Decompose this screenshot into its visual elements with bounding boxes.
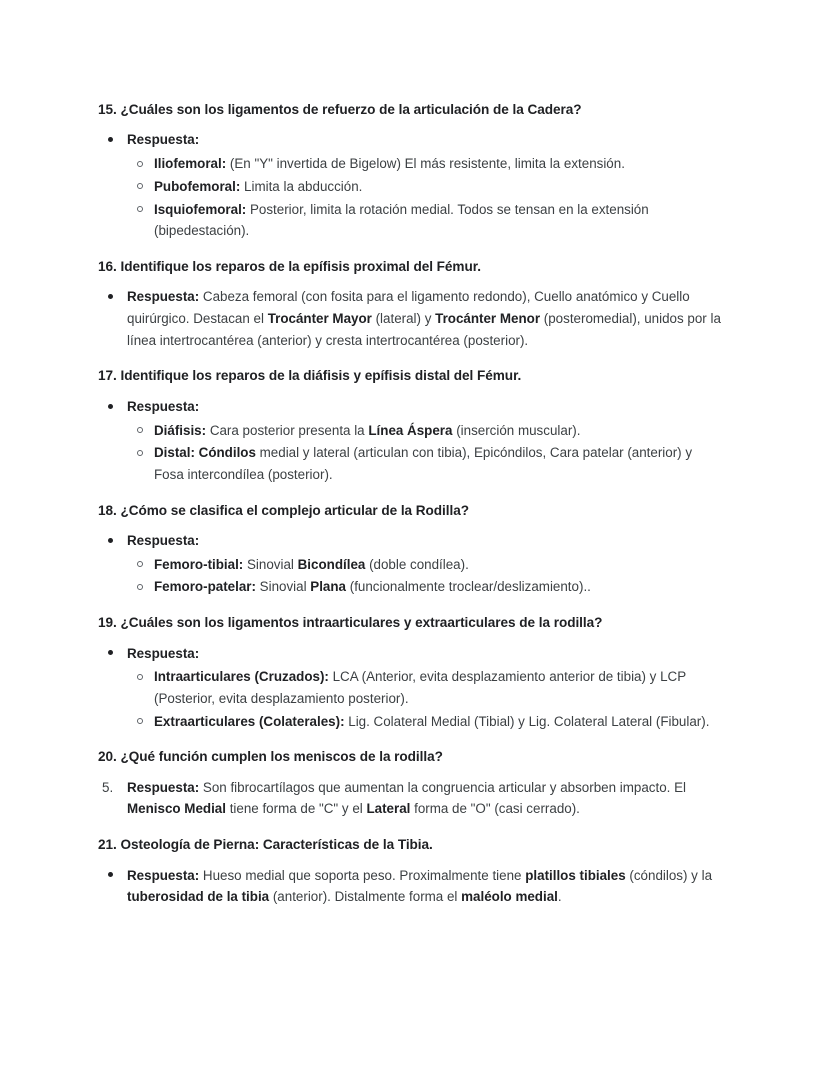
emphasis-term: tuberosidad de la tibia bbox=[127, 889, 270, 905]
question-heading: 17. Identifique los reparos de la diáfisis y epífisis distal del Fémur. bbox=[98, 368, 522, 384]
bullet-icon bbox=[108, 872, 113, 877]
answer-list bbox=[98, 129, 722, 242]
answer-item bbox=[98, 129, 722, 242]
subitem-term: Extraarticulares (Colaterales): bbox=[154, 713, 345, 729]
answer-label: Respuesta: bbox=[127, 645, 200, 661]
bullet-icon bbox=[108, 137, 113, 142]
subitem-text: LCA (Anterior, evita desplazamiento anterior de tibia) y LCP (Posterior, evita desplazamiento posterior). bbox=[154, 669, 686, 706]
subitem-term: Intraarticulares (Cruzados): bbox=[154, 669, 329, 685]
answer-text: Hueso medial que soporta peso. Proximalmente tiene platillos tibiales (cóndilos) y la tuberosidad de la tibia (anterior). Distalmente forma el maléolo medial. bbox=[127, 867, 713, 905]
answer-label: Respuesta: bbox=[127, 533, 200, 548]
answer-subitem bbox=[127, 442, 722, 485]
hollow-bullet-icon bbox=[137, 450, 143, 456]
answer-item bbox=[98, 643, 722, 733]
question-heading: 16. Identifique los reparos de la epífisis proximal del Fémur. bbox=[98, 258, 481, 274]
qa-section bbox=[98, 747, 722, 820]
answer-subitem bbox=[127, 576, 722, 598]
subitem-term: Femoro-patelar: bbox=[154, 579, 256, 595]
qa-section bbox=[98, 100, 722, 242]
emphasis-term: Trocánter Menor bbox=[435, 311, 541, 326]
question-heading: 18. ¿Cómo se clasifica el complejo articular de la Rodilla? bbox=[98, 502, 470, 518]
qa-section bbox=[98, 501, 722, 599]
qa-section bbox=[98, 835, 722, 908]
answer-subitem bbox=[127, 199, 722, 242]
question-heading: 15. ¿Cuáles son los ligamentos de refuerzo de la articulación de la Cadera? bbox=[98, 102, 582, 117]
hollow-bullet-icon bbox=[137, 718, 143, 724]
bullet-icon bbox=[108, 294, 113, 299]
subitem-term: Iliofemoral: bbox=[154, 156, 227, 172]
subitem-text: Sinovial Bicondílea (doble condílea). bbox=[243, 556, 469, 572]
answer-label: Respuesta: bbox=[127, 779, 200, 795]
answer-list bbox=[98, 286, 722, 351]
emphasis-term: Trocánter Mayor bbox=[267, 311, 372, 326]
subitem-text: Cara posterior presenta la Línea Áspera (inserción muscular). bbox=[206, 422, 581, 438]
hollow-bullet-icon bbox=[137, 584, 143, 590]
answer-list bbox=[98, 530, 722, 598]
answer-text: Son fibrocartílagos que aumentan la congruencia articular y absorben impacto. El Menisco Medial tiene forma de "C" y el Lateral forma de "O" (casi cerrado). bbox=[127, 779, 686, 817]
bullet-icon bbox=[108, 650, 113, 655]
hollow-bullet-icon bbox=[137, 561, 143, 567]
question-heading: 21. Osteología de Pierna: Características de la Tibia. bbox=[98, 837, 433, 853]
subitem-term: Pubofemoral: bbox=[154, 178, 241, 194]
answer-label: Respuesta: bbox=[127, 398, 200, 414]
answer-subitem bbox=[127, 554, 722, 576]
subitem-text: Sinovial Plana (funcionalmente troclear/deslizamiento).. bbox=[255, 579, 591, 595]
answer-item bbox=[98, 286, 722, 351]
answer-list bbox=[98, 396, 722, 486]
hollow-bullet-icon bbox=[137, 206, 143, 212]
question-heading: 20. ¿Qué función cumplen los meniscos de la rodilla? bbox=[98, 749, 443, 765]
answer-list bbox=[98, 865, 722, 908]
subitem-term: Diáfisis: bbox=[154, 422, 207, 438]
answer-sublist bbox=[127, 153, 722, 242]
bullet-icon bbox=[108, 404, 113, 409]
emphasis-term: maléolo medial bbox=[461, 889, 558, 905]
answer-item bbox=[98, 777, 722, 820]
answer-subitem bbox=[127, 711, 722, 733]
answer-label: Respuesta: bbox=[127, 132, 200, 148]
subitem-text: (En "Y" invertida de Bigelow) El más resistente, limita la extensión. bbox=[226, 156, 625, 172]
answer-subitem bbox=[127, 420, 722, 442]
answer-item bbox=[98, 865, 722, 908]
answer-subitem bbox=[127, 153, 722, 175]
bullet-icon bbox=[108, 538, 113, 543]
emphasis-term: Bicondílea bbox=[297, 556, 366, 572]
hollow-bullet-icon bbox=[137, 161, 143, 167]
emphasis-term: Plana bbox=[310, 579, 347, 595]
subitem-text: medial y lateral (articulan con tibia), Epicóndilos, Cara patelar (anterior) y Fosa intercondílea (posterior). bbox=[154, 445, 693, 482]
subitem-term: Distal: Cóndilos bbox=[154, 445, 256, 461]
answer-item bbox=[98, 530, 722, 598]
answer-label: Respuesta: bbox=[127, 867, 200, 883]
emphasis-term: Menisco Medial bbox=[127, 801, 226, 817]
qa-section bbox=[98, 257, 722, 352]
qa-section-list bbox=[98, 100, 722, 908]
emphasis-term: Lateral bbox=[366, 801, 411, 817]
subitem-text: Lig. Colateral Medial (Tibial) y Lig. Colateral Lateral (Fibular). bbox=[344, 713, 710, 729]
answer-item bbox=[98, 396, 722, 486]
hollow-bullet-icon bbox=[137, 674, 143, 680]
answer-sublist bbox=[127, 420, 722, 486]
answer-list bbox=[98, 777, 722, 820]
hollow-bullet-icon bbox=[137, 183, 143, 189]
answer-text: Cabeza femoral (con fosita para el ligamento redondo), Cuello anatómico y Cuello quirúrgico. Destacan el Trocánter Mayor (lateral) y Trocánter Menor (posteromedial), unidos por la línea intertrocantérea (anterior) y cresta intertrocantérea (posterior). bbox=[127, 289, 721, 348]
answer-label: Respuesta: bbox=[127, 289, 200, 305]
answer-sublist bbox=[127, 554, 722, 598]
subitem-term: Femoro-tibial: bbox=[154, 556, 244, 572]
emphasis-term: Línea Áspera bbox=[368, 422, 453, 438]
answer-sublist bbox=[127, 666, 722, 732]
answer-subitem bbox=[127, 176, 722, 198]
question-heading: 19. ¿Cuáles son los ligamentos intraarticulares y extraarticulares de la rodilla? bbox=[98, 615, 603, 631]
qa-section bbox=[98, 366, 722, 485]
subitem-text: Limita la abducción. bbox=[240, 178, 363, 194]
emphasis-term: platillos tibiales bbox=[525, 867, 626, 883]
answer-list bbox=[98, 643, 722, 733]
subitem-text: Posterior, limita la rotación medial. Todos se tensan en la extensión (bipedestación). bbox=[154, 201, 649, 239]
hollow-bullet-icon bbox=[137, 427, 143, 433]
qa-section bbox=[98, 613, 722, 732]
answer-subitem bbox=[127, 666, 722, 709]
list-number-marker: 5. bbox=[102, 779, 114, 795]
subitem-term: Isquiofemoral: bbox=[154, 201, 247, 217]
